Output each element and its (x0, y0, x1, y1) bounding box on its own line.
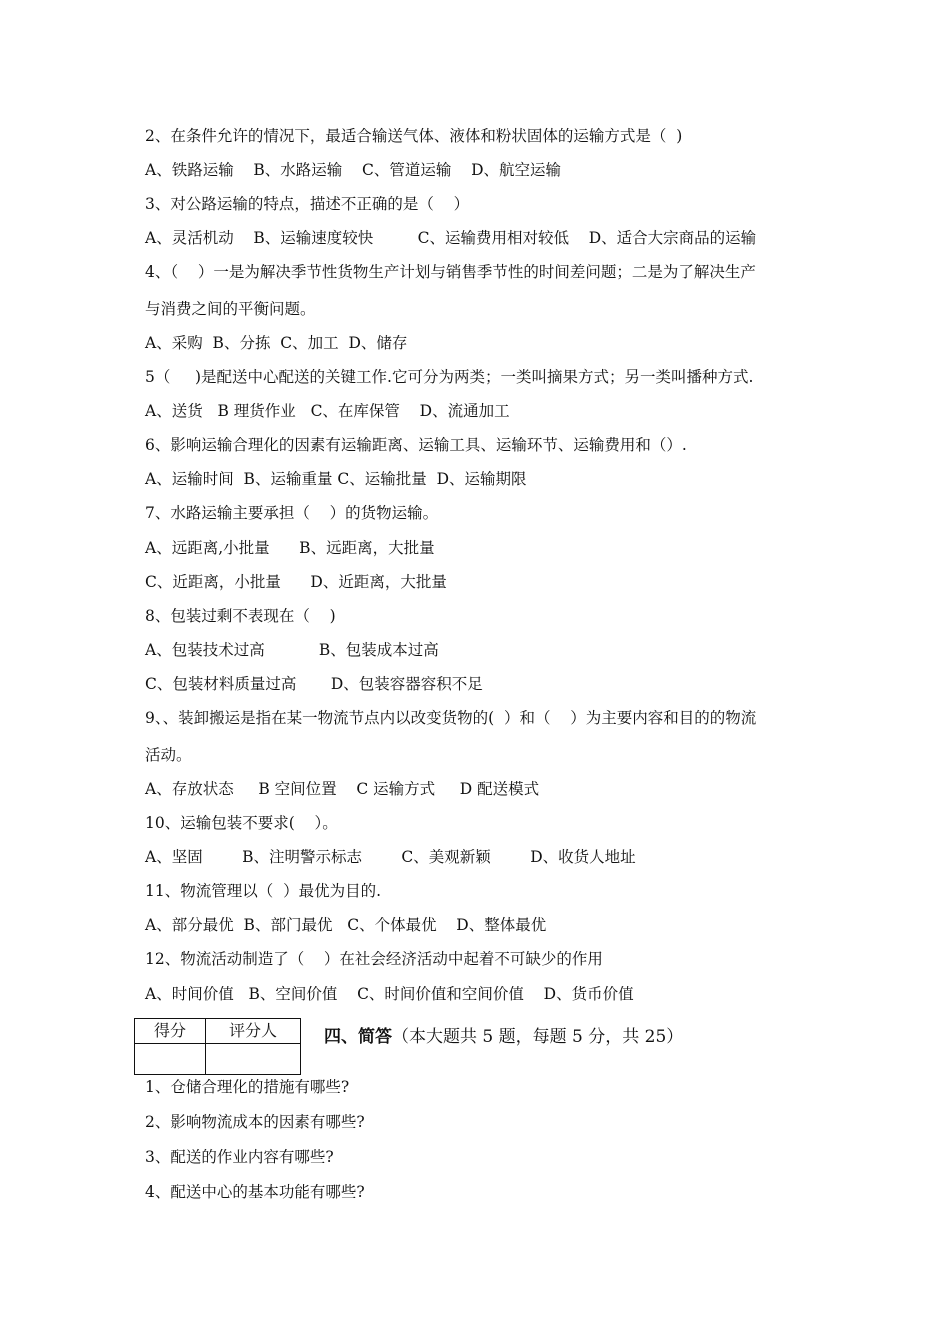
grader-cell (206, 1044, 301, 1075)
question-4-continued: 与消费之间的平衡问题。 (145, 300, 316, 318)
question-4-options: A、采购 B、分拣 C、加工 D、储存 (145, 334, 408, 352)
question-2: 2、在条件允许的情况下，最适合输送气体、液体和粉状固体的运输方式是（ ) (145, 127, 683, 145)
question-8: 8、包装过剩不表现在（ ) (145, 607, 336, 625)
question-12-options: A、时间价值 B、空间价值 C、时间价值和空间价值 D、货币价值 (145, 985, 634, 1003)
short-answer-4: 4、配送中心的基本功能有哪些? (145, 1183, 365, 1201)
question-11-options: A、部分最优 B、部门最优 C、个体最优 D、整体最优 (145, 916, 547, 934)
question-6: 6、影响运输合理化的因素有运输距离、运输工具、运输环节、运输费用和（）. (145, 436, 687, 454)
question-8-options-a: A、包装技术过高 B、包装成本过高 (145, 641, 439, 659)
section-4-heading (324, 1026, 683, 1048)
section-4-note: （本大题共 5 题，每题 5 分，共 25） (392, 1027, 684, 1047)
question-7: 7、水路运输主要承担（ ）的货物运输。 (145, 504, 439, 522)
question-5-options: A、送货 B 理货作业 C、在库保管 D、流通加工 (145, 402, 510, 420)
question-10: 10、运输包装不要求( ）。 (145, 814, 338, 832)
question-9-options: A、存放状态 B 空间位置 C 运输方式 D 配送模式 (145, 780, 540, 798)
question-5: 5（ )是配送中心配送的关键工作.它可分为两类；一类叫摘果方式；另一类叫播种方式. (145, 368, 754, 386)
question-7-options-a: A、远距离,小批量 B、远距离，大批量 (145, 539, 435, 557)
question-6-options: A、运输时间 B、运输重量 C、运输批量 D、运输期限 (145, 470, 527, 488)
score-cell (135, 1044, 206, 1075)
question-11: 11、物流管理以（ ）最优为目的. (145, 882, 382, 900)
grader-label: 评分人 (206, 1019, 301, 1044)
score-table (134, 1018, 301, 1075)
question-12: 12、物流活动制造了（ ）在社会经济活动中起着不可缺少的作用 (145, 950, 603, 968)
short-answer-1: 1、仓储合理化的措施有哪些? (145, 1078, 350, 1096)
section-4-title: 四、简答 (324, 1027, 392, 1047)
question-9: 9、、装卸搬运是指在某一物流节点内以改变货物的( ）和（ ）为主要内容和目的的物流 (145, 709, 757, 727)
question-4: 4、（ ）一是为解决季节性货物生产计划与销售季节性的时间差问题；二是为了解决生产 (145, 263, 756, 281)
short-answer-3: 3、配送的作业内容有哪些? (145, 1148, 334, 1166)
question-7-options-b: C、近距离，小批量 D、近距离，大批量 (145, 573, 447, 591)
short-answer-2: 2、影响物流成本的因素有哪些? (145, 1113, 365, 1131)
question-10-options: A、坚固 B、注明警示标志 C、美观新颖 D、收货人地址 (145, 848, 636, 866)
question-2-options: A、铁路运输 B、水路运输 C、管道运输 D、航空运输 (145, 161, 561, 179)
score-label: 得分 (135, 1019, 206, 1044)
question-9-continued: 活动。 (145, 746, 192, 764)
question-8-options-b: C、包装材料质量过高 D、包装容器容积不足 (145, 675, 483, 693)
question-3: 3、对公路运输的特点，描述不正确的是（ ） (145, 195, 470, 213)
question-3-options: A、灵活机动 B、运输速度较快 C、运输费用相对较低 D、适合大宗商品的运输 (145, 229, 757, 247)
